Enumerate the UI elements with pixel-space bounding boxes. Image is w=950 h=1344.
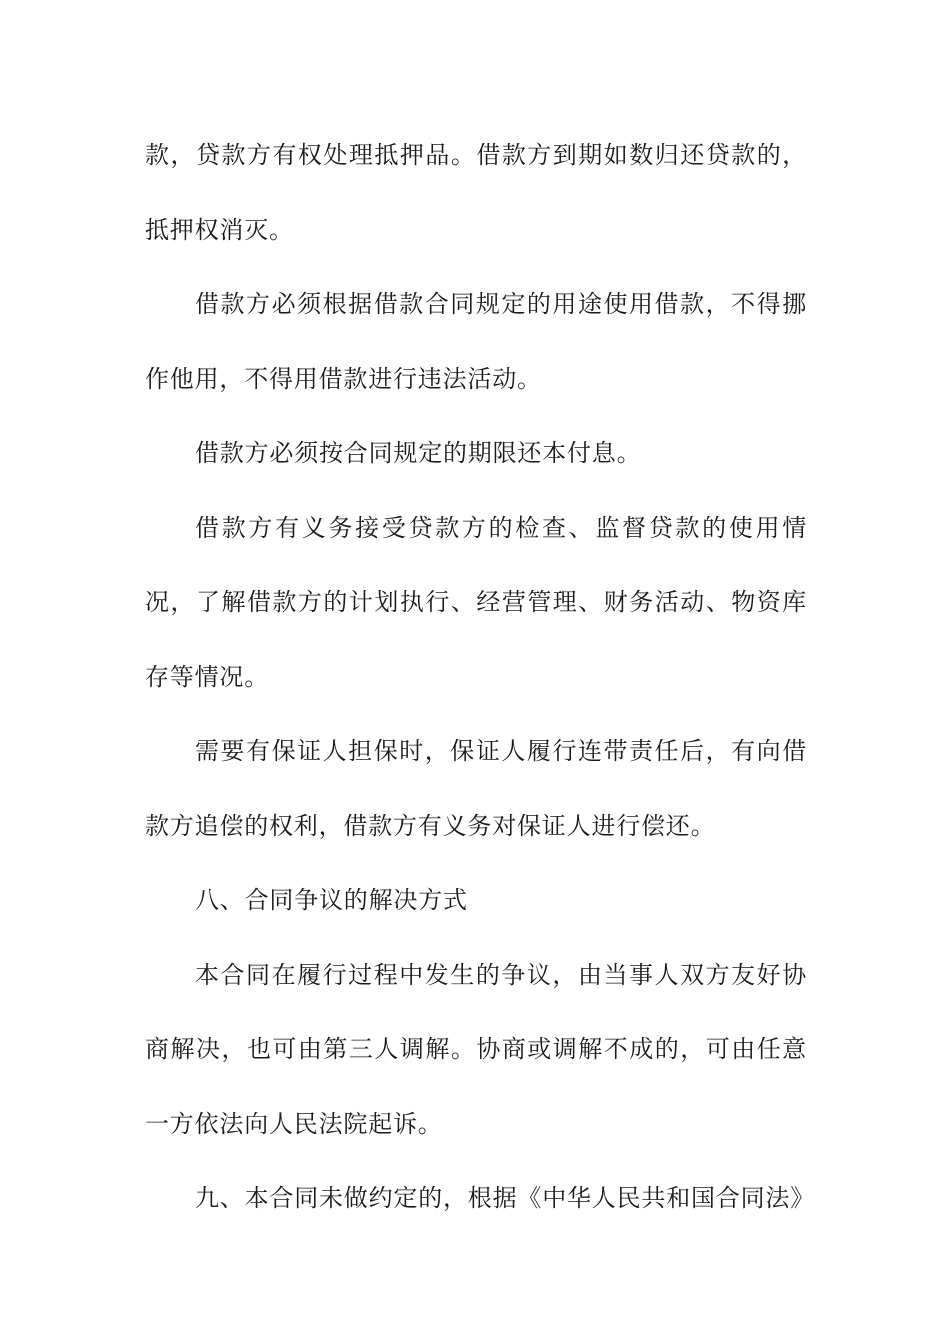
section-heading-unspecified-matters: 九、本合同未做约定的，根据《中华人民共和国合同法》	[195, 1184, 815, 1212]
paragraph-loan-purpose: 借款方必须根据借款合同规定的用途使用借款，不得挪作他用，不得用借款进行违法活动。	[145, 290, 807, 393]
paragraph-mortgage-release: 款，贷款方有权处理抵押品。借款方到期如数归还贷款的，抵押权消灭。	[145, 141, 807, 244]
paragraph-inspection-obligation: 借款方有义务接受贷款方的检查、监督贷款的使用情况，了解借款方的计划执行、经营管理、财务活动、物资库存等情况。	[145, 513, 807, 691]
paragraph-repayment-term: 借款方必须按合同规定的期限还本付息。	[195, 439, 642, 467]
paragraph-dispute-resolution: 本合同在履行过程中发生的争议，由当事人双方友好协商解决，也可由第三人调解。协商或调解不成的，可由任意一方依法向人民法院起诉。	[145, 960, 807, 1138]
paragraph-guarantor: 需要有保证人担保时，保证人履行连带责任后，有向借款方追偿的权利，借款方有义务对保证人进行偿还。	[145, 737, 807, 840]
section-heading-dispute-resolution: 八、合同争议的解决方式	[195, 886, 468, 914]
document-body	[145, 118, 815, 1236]
